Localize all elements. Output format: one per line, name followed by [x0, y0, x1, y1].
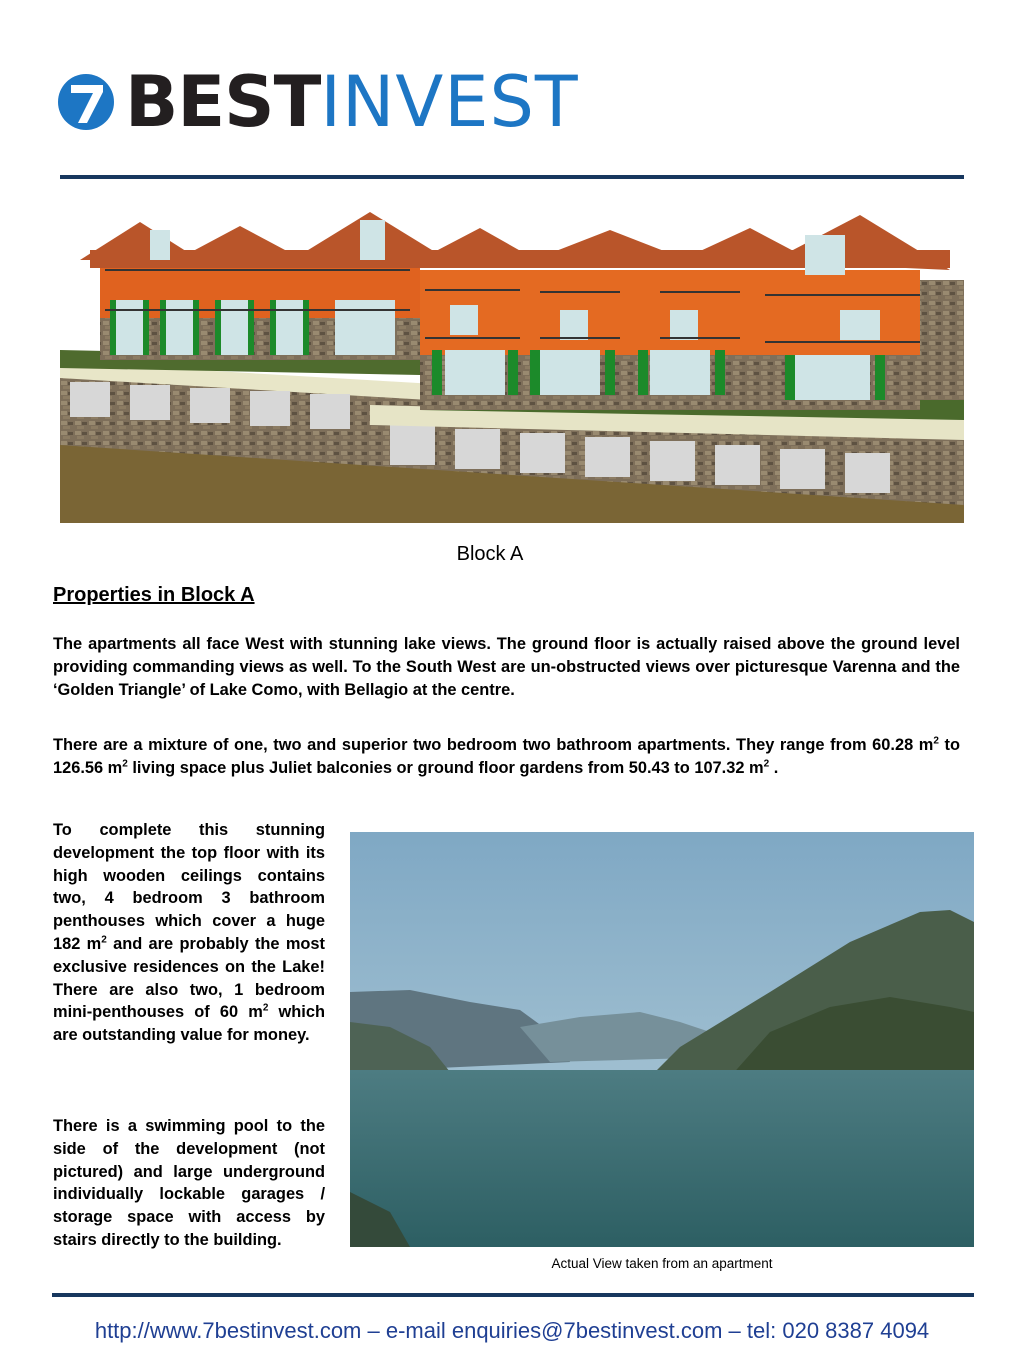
section-heading: Properties in Block A — [53, 584, 255, 606]
logo-wordmark: BESTINVEST — [125, 61, 579, 143]
lake-image-caption: Actual View taken from an apartment — [551, 1256, 773, 1271]
contact-footer[interactable]: http://www.7bestinvest.com – e-mail enquiries@7bestinvest.com – tel: 020 8387 4094 — [94, 1318, 930, 1343]
lake-view-image — [350, 832, 974, 1247]
seven-logo-icon — [57, 71, 115, 133]
amenities-paragraph: There is a swimming pool to the side of the development (not pictured) and large underground individually lockable garages / storage space with access by stairs directly to the building. — [53, 1117, 325, 1249]
building-image-caption: Block A — [456, 543, 524, 565]
bottom-divider — [52, 1293, 974, 1297]
penthouse-paragraph: To complete this stunning development the top floor with its high wooden ceilings contains two, 4 bedroom 3 bathroom penthouses which cover a huge 182 $m^2$ and are probably the most exclusive residences on the Lake! There are also two, 1 bedroom mini-penthouses of 60 $m^2$ which are outstanding value for money. — [53, 821, 325, 1045]
intro-paragraph: The apartments all face West with stunning lake views. The ground floor is actually raised above the ground level providing commanding views as well. To the South West are un-obstructed views over picturesque Varenna and the ‘Golden Triangle’ of Lake Como, with Bellagio at the centre. — [53, 635, 960, 699]
company-logo — [57, 61, 579, 143]
apartment-sizes-paragraph: There are a mixture of one, two and superior two bedroom two bathroom apartments. They range from 60.28 $m^2$ to 126.56 $m^2$ living space plus Juliet balconies or ground floor gardens from 50.43 to 107.32 $m^2$ . — [53, 735, 960, 777]
block-a-building-image — [60, 210, 964, 523]
top-divider — [60, 175, 964, 179]
